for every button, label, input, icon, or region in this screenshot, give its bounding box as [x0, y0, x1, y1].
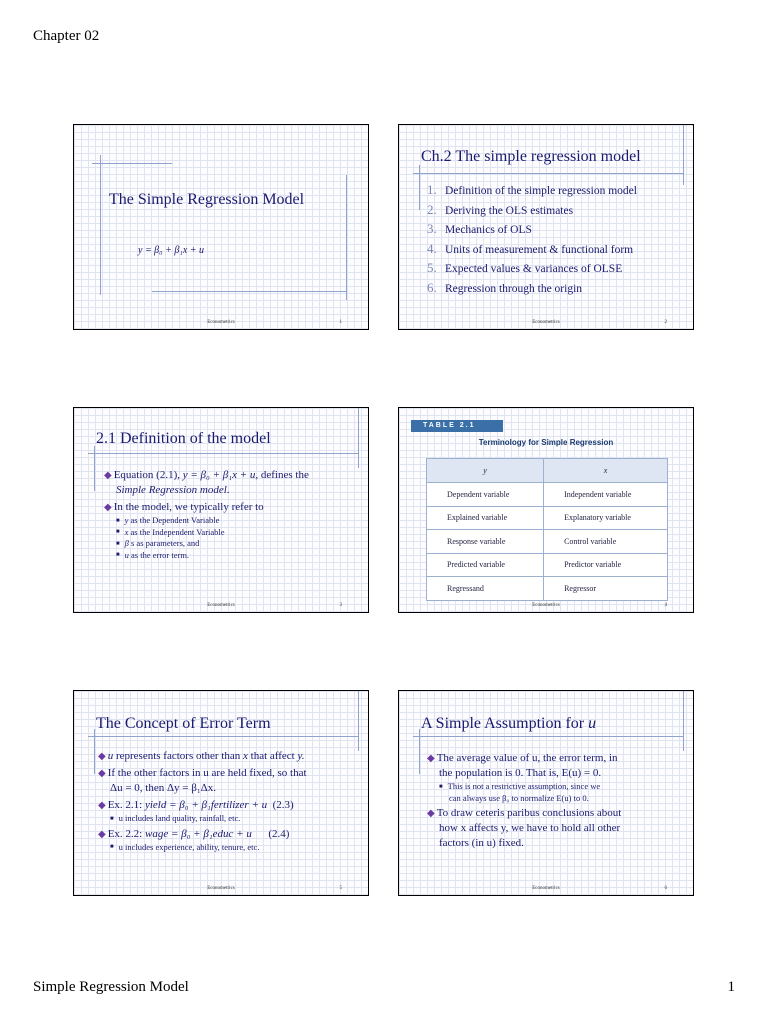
decor-line	[683, 691, 684, 751]
decor-line	[358, 691, 359, 751]
slide-title: 2.1 Definition of the model	[96, 430, 271, 447]
diamond-bullet-icon: ◆	[427, 807, 435, 819]
table-header: x	[544, 459, 668, 483]
bullet-list	[98, 747, 360, 853]
slide-number: 5	[339, 886, 342, 891]
list-item: 6. Regression through the origin	[427, 279, 583, 295]
slide-footer: Econometrics	[532, 603, 560, 608]
slide-title: The Simple Regression Model	[109, 191, 305, 208]
slide-footer: Econometrics	[532, 886, 560, 891]
decor-line	[94, 446, 95, 491]
sub-bullet-item: ■ y as the Dependent Variable	[116, 515, 220, 525]
decor-line	[419, 729, 420, 774]
slide-number: 1	[339, 320, 342, 325]
table-cell: Predicted variable	[427, 553, 544, 577]
decor-line	[419, 165, 420, 210]
slide-number: 4	[664, 603, 667, 608]
slide-title: The Concept of Error Term	[96, 715, 271, 732]
diamond-bullet-icon: ◆	[98, 800, 106, 811]
sub-bullet-item: ■ u includes experience, ability, tenure, etc.	[110, 841, 260, 852]
square-bullet-icon: ■	[110, 815, 114, 822]
decor-line	[88, 736, 358, 737]
regression-formula: y = β₀ + β₁x + u	[138, 245, 205, 256]
list-item: 5. Expected values & variances of OLSE	[427, 260, 623, 275]
page-footer-title: Simple Regression Model	[33, 979, 189, 995]
terminology-table	[426, 458, 668, 601]
table-row	[427, 506, 668, 530]
table-cell: Explanatory variable	[544, 506, 668, 530]
table-cell: Dependent variable	[427, 483, 544, 507]
sub-bullet-item: ■ This is not a restrictive assumption, since we can always use β₀ to normalize E(u) to 0.	[439, 781, 601, 803]
decor-line	[683, 125, 684, 185]
decor-line	[92, 163, 172, 164]
sub-bullet-item: ■ x as the Independent Variable	[116, 526, 225, 537]
slide-number: 3	[339, 603, 342, 608]
slide-4	[398, 407, 694, 613]
table-cell: Regressor	[544, 577, 668, 601]
decor-line	[358, 408, 359, 468]
bullet-item: ◆ In the model, we typically refer to	[104, 501, 264, 513]
bullet-item: ◆ If the other factors in u are held fixed, so that Δu = 0, then Δy = β₁Δx.	[98, 767, 307, 794]
bullet-list	[427, 749, 687, 851]
diamond-bullet-icon: ◆	[98, 751, 106, 762]
list-item: 1. Definition of the simple regression model	[427, 182, 637, 197]
sub-bullet-item: ■ β s as parameters, and	[116, 538, 200, 549]
slide-number: 2	[664, 320, 667, 325]
table-cell: Predictor variable	[544, 553, 668, 577]
decor-line	[94, 729, 95, 774]
slide-footer: Econometrics	[207, 320, 235, 325]
table-cell: Response variable	[427, 530, 544, 554]
table-title: Terminology for Simple Regression	[478, 438, 614, 447]
diamond-bullet-icon: ◆	[98, 828, 106, 840]
square-bullet-icon: ■	[116, 552, 120, 559]
table-cell: Control variable	[544, 530, 668, 554]
slide-footer: Econometrics	[207, 886, 235, 891]
decor-line	[413, 173, 683, 174]
square-bullet-icon: ■	[116, 517, 120, 524]
table-cell: Explained variable	[427, 506, 544, 530]
square-bullet-icon: ■	[439, 783, 443, 790]
table-header: y	[427, 459, 544, 483]
slide-3	[73, 407, 369, 613]
square-bullet-icon: ■	[110, 844, 114, 851]
table-row	[427, 577, 668, 601]
slide-5	[73, 690, 369, 896]
slide-2	[398, 124, 694, 330]
slide-number: 6	[664, 886, 667, 891]
slide-footer: Econometrics	[207, 603, 235, 608]
decor-line	[346, 175, 347, 300]
slide-footer: Econometrics	[532, 320, 560, 325]
sub-bullet-item: ■ u includes land quality, rainfall, etc.	[110, 813, 241, 823]
diamond-bullet-icon: ◆	[98, 768, 106, 779]
bullet-item: ◆ Ex. 2.1: yield = β₀ + β₁fertilizer + u (2.3)	[98, 799, 294, 811]
bullet-item: ◆ The average value of u, the error term, in the population is 0. That is, E(u) = 0.	[427, 752, 618, 779]
bullet-item: ◆ Ex. 2.2: wage = β₀ + β₁educ + u (2.4)	[98, 827, 290, 840]
table-label: TABLE 2.1	[411, 420, 503, 432]
square-bullet-icon: ■	[116, 529, 120, 536]
list-item: 3. Mechanics of OLS	[427, 221, 532, 236]
decor-line	[152, 291, 347, 292]
diamond-bullet-icon: ◆	[104, 502, 112, 513]
table-row	[427, 530, 668, 554]
slide-title: Ch.2 The simple regression model	[421, 148, 641, 165]
list-item: 4. Units of measurement & functional form	[427, 240, 634, 256]
page-number: 1	[727, 979, 735, 995]
table-cell: Regressand	[427, 577, 544, 601]
decor-line	[100, 155, 101, 295]
bullet-item: ◆ To draw ceteris paribus conclusions about how x affects y, we have to hold all other factors (in u) fixed.	[427, 806, 622, 849]
slide-1	[73, 124, 369, 330]
table-header-row	[427, 459, 668, 483]
slide-6	[398, 690, 694, 896]
bullet-item: ◆ Equation (2.1), y = β₀ + β₁x + u, defines the Simple Regression model.	[104, 469, 309, 496]
square-bullet-icon: ■	[116, 540, 120, 547]
bullet-item: ◆ u represents factors other than x that affect y.	[98, 750, 305, 762]
table-cell: Independent variable	[544, 483, 668, 507]
table-row	[427, 483, 668, 507]
page-header: Chapter 02	[33, 28, 100, 44]
bullet-list	[104, 466, 359, 561]
decor-line	[413, 736, 683, 737]
diamond-bullet-icon: ◆	[427, 753, 435, 764]
list-item: 2. Deriving the OLS estimates	[427, 201, 574, 217]
sub-bullet-item: ■ u as the error term.	[116, 549, 190, 560]
diamond-bullet-icon: ◆	[104, 470, 112, 481]
decor-line	[88, 453, 358, 454]
outline-list	[427, 181, 637, 298]
slide-title: A Simple Assumption for u	[421, 715, 597, 732]
table-row	[427, 553, 668, 577]
